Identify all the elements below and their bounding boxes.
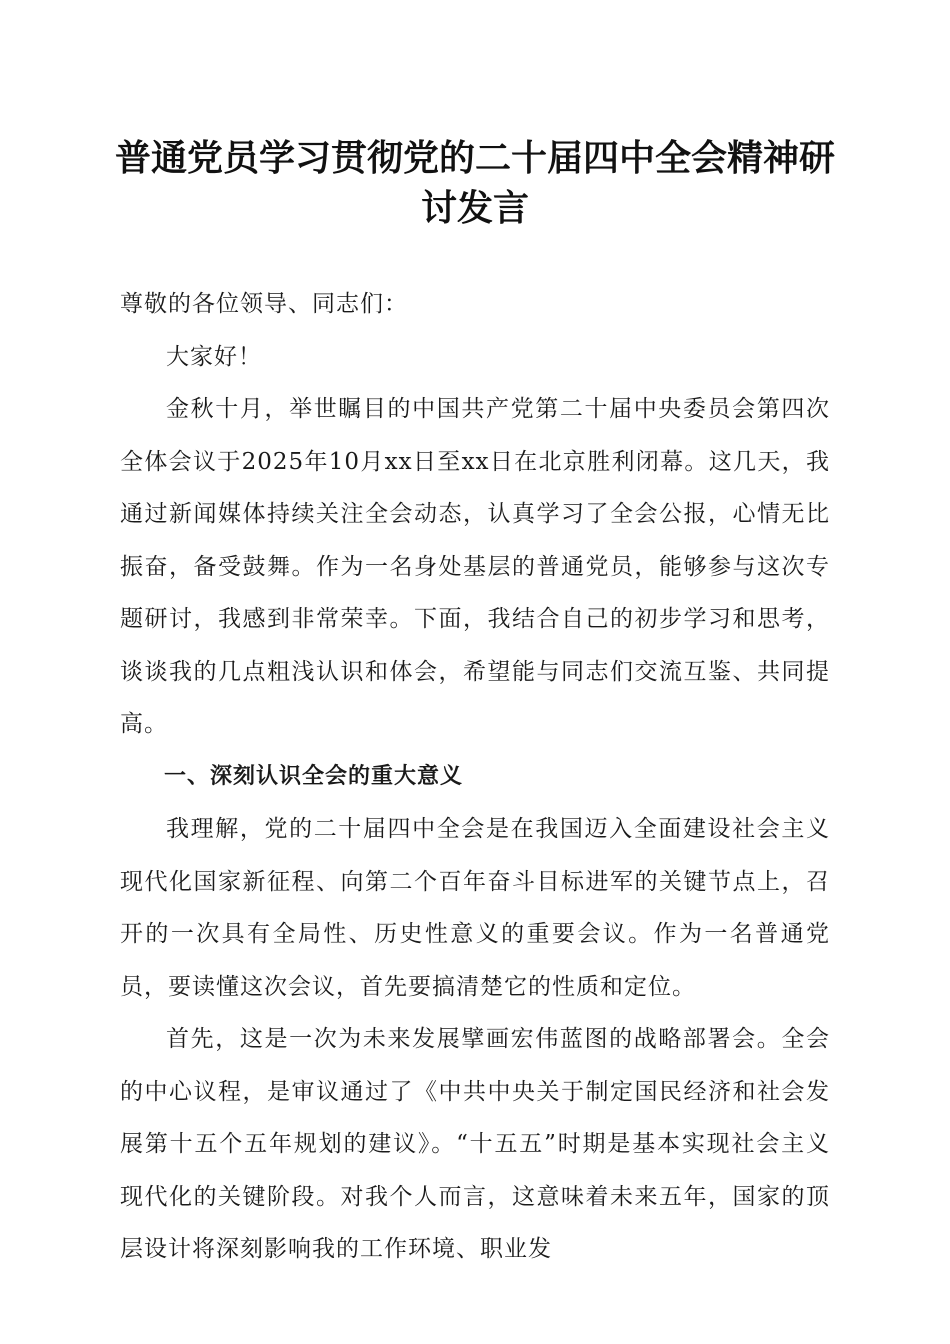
section-heading: 一、深刻认识全会的重大意义	[164, 763, 464, 789]
paragraph: 我理解，党的二十届四中全会是在我国迈入全面建设社会主义现代化国家新征程、向第二个百年奋斗目标进军的关键节点上，召开的一次具有全局性、历史性意义的重要会议。作为一名普通党员，要读懂这次会议，首先要搞清楚它的性质和定位。	[120, 816, 830, 1000]
paragraph: 金秋十月，举世瞩目的中国共产党第二十届中央委员会第四次全体会议于2025年10月xx日至xx日在北京胜利闭幕。这几天，我通过新闻媒体持续关注全会动态，认真学习了全会公报，心情无比振奋，备受鼓舞。作为一名身处基层的普通党员，能够参与这次专题研讨，我感到非常荣幸。下面，我结合自己的初步学习和思考，谈谈我的几点粗浅认识和体会，希望能与同志们交流互鉴、共同提高。	[120, 396, 830, 737]
paragraph: 首先，这是一次为未来发展擘画宏伟蓝图的战略部署会。全会的中心议程，是审议通过了《中共中央关于制定国民经济和社会发展第十五个五年规划的建议》。“十五五”时期是基本实现社会主义现代化的关键阶段。对我个人而言，这意味着未来五年，国家的顶层设计将深刻影响我的工作环境、职业发	[120, 1026, 830, 1262]
salutation: 尊敬的各位领导、同志们：	[120, 291, 408, 317]
greeting: 大家好！	[166, 343, 262, 370]
document-title: 普通党员学习贯彻党的二十届四中全会精神研讨发言	[114, 137, 835, 229]
document-body	[120, 278, 830, 1276]
